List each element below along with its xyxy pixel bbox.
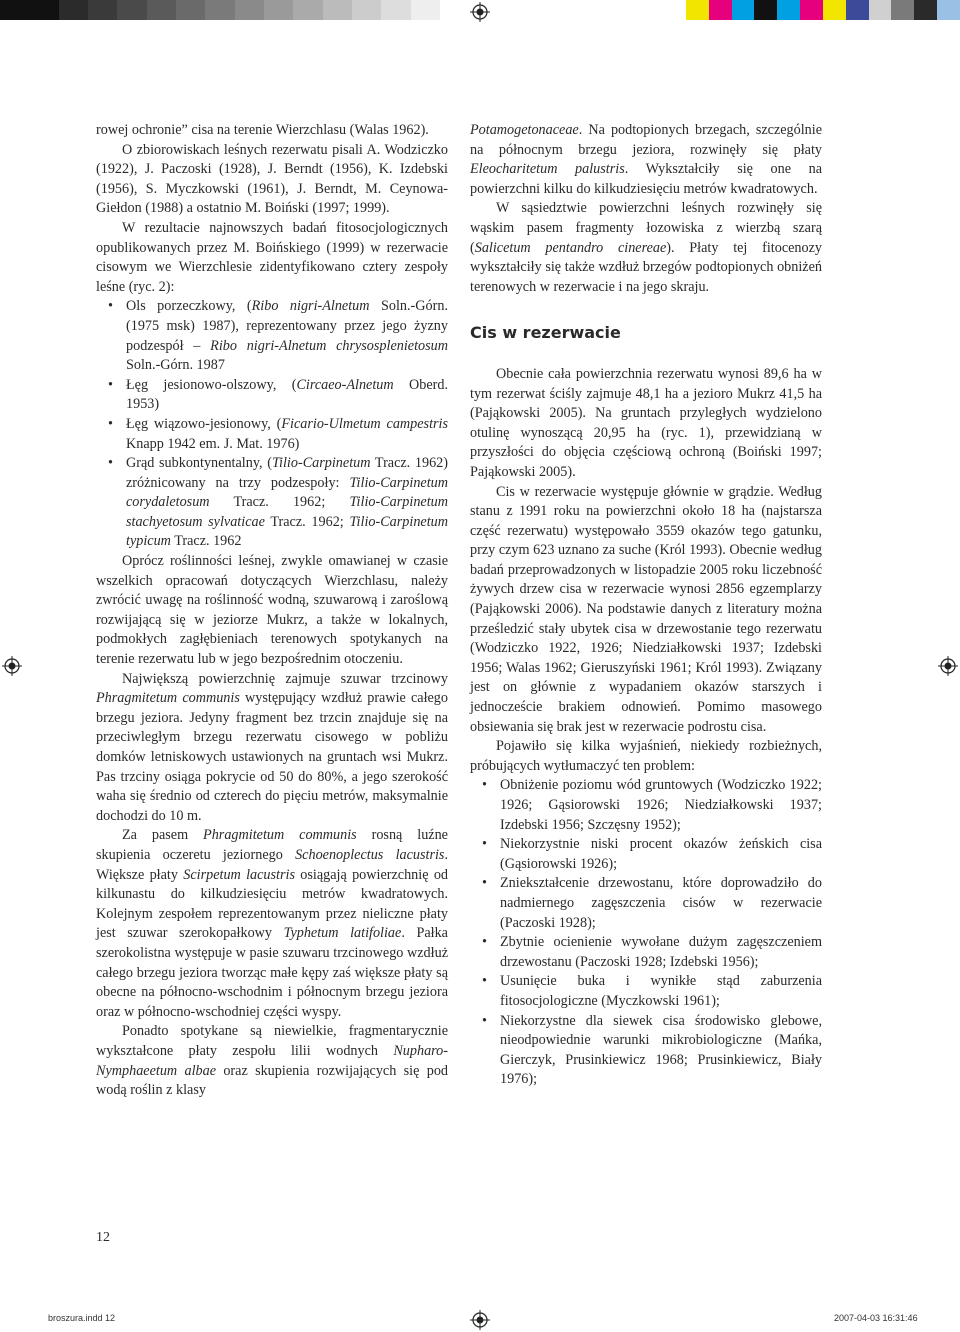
color-swatch	[846, 0, 869, 20]
paragraph: Potamogetonaceae. Na podtopionych brzegach, szczególnie na północnym brzegu jeziora, rozwinęły się płaty Eleocharitetum palustris. Wykształciły się one na powierzchni kilku do kilkudziesięciu metrów kwadratowych.	[470, 122, 822, 197]
paragraph: rowej ochronie” cisa na terenie Wierzchlasu (Walas 1962).	[96, 122, 429, 138]
paragraph: Obecnie cała powierzchnia rezerwatu wynosi 89,6 ha w tym rezerwat ściśly zajmuje 48,1 ha a jezioro Mukrz 41,5 ha (Pająkowski 2005). Na gruntach przyległych wydzielono otulinę wynoszącą 20,95 ha (ryc. 1), przewidzianą w przyszłości do objęcia częściową ochroną (Boiński 1997; Pająkowski 2005).	[470, 365, 822, 480]
color-swatch	[732, 0, 755, 20]
paragraph: Cis w rezerwacie występuje głównie w grądzie. Według stanu z 1991 roku na powierzchni około 18 ha (najstarsza część rezerwatu) występowało 3559 okazów tego gatunku, przy czym 623 uznano za suche (Król 1993). Obecnie według badań przeprowadzonych w listopadzie 2005 roku liczebność żywych drzew cisa w rezerwacie wynosi 2856 egzemplarzy (Pająkowski 2006). Na podstawie danych z literatury można prześledzić stały ubytek cisa w drzewostanie tego rezerwatu (Wodziczko 1922, 1926; Niedziałkowski 1937; Izdebski 1956; Walas 1962; Gieruszyński 1961; Król 1993). Związany jest on głównie z wypadaniem okazów starszych i jednoczeście brakiem odnowień. Pomimo masowego obsiewania się brak jest w rezerwacie podrostu cisa.	[470, 483, 822, 735]
color-swatch	[117, 0, 146, 20]
color-swatch	[891, 0, 914, 20]
list-item: • Usunięcie buka i wynikłe stąd zaburzenia fitosocjologiczne (Myczkowski 1961);	[470, 972, 822, 1011]
list-item: • Łęg jesionowo-olszowy, (Circaeo-Alnetum Oberd. 1953)	[96, 376, 448, 415]
color-swatch	[293, 0, 322, 20]
registration-mark-icon	[2, 656, 22, 676]
color-swatch	[754, 0, 777, 20]
list-item: • Zbytnie ocienienie wywołane dużym zagęszczeniem drzewostanu (Paczoski 1928; Izdebski 1956);	[470, 933, 822, 972]
paragraph: Ponadto spotykane są niewielkie, fragmentarycznie wykształcone płaty zespołu lilii wodnych Nupharo-Nymphaeetum albae oraz skupienia rozwijających się pod wodą roślin z klasy	[96, 1023, 449, 1099]
color-swatch	[0, 0, 29, 20]
list-item: • Zniekształcenie drzewostanu, które doprowadziło do nadmiernego zagęszczenia cisów w rezerwacie (Paczoski 1928);	[470, 874, 822, 933]
list-item: • Obniżenie poziomu wód gruntowych (Wodziczko 1922; 1926; Gąsiorowski 1926; Niedziałkowski 1937; Izdebski 1956; Szczęsny 1952);	[470, 776, 822, 835]
paragraph: Pojawiło się kilka wyjaśnień, niekiedy rozbieżnych, próbujących wytłumaczyć ten problem:	[470, 738, 822, 774]
color-swatch	[800, 0, 823, 20]
page-number: 12	[96, 1230, 110, 1245]
color-swatch	[323, 0, 352, 20]
registration-mark-icon	[938, 656, 958, 676]
paragraph: Za pasem Phragmitetum communis rosną luźne skupienia oczeretu jeziornego Schoenoplectus lacustris. Większe płaty Scirpetum lacustris osiągają powierzchnię od kilkunastu do kilkudziesięciu metrów kwadratowych. Kolejnym zespołem reprezentowanym przez nieliczne płaty jest szuwar szerokopałkowy Typhetum latifoliae. Pałka szerokolistna występuje w pasie szuwaru trzcinowego wzdłuż całego brzegu jeziora tworząc małe kępy zaś większe płaty są obecne na północno-wschodnim i północnym brzegu jeziora oraz w północno-wschodniej części wyspy.	[96, 827, 449, 1020]
footer-timestamp: 2007-04-03 16:31:46	[834, 1313, 918, 1323]
paragraph: W sąsiedztwie powierzchni leśnych rozwinęły się wąskim pasem fragmenty łozowiska z wierzbą szarą (Salicetum pentandro cinereae). Płaty tej fitocenozy wykształciły się także wzdłuż brzegów podtopionych obniżeń terenowych w rezerwacie i na jego skraju.	[470, 200, 822, 295]
footer-filename: broszura.indd 12	[48, 1313, 116, 1323]
section-heading: Cis w rezerwacie	[470, 323, 621, 343]
color-swatch	[235, 0, 264, 20]
left-column	[96, 121, 448, 1101]
paragraph: Największą powierzchnię zajmuje szuwar trzcinowy Phragmitetum communis występujący wzdłuż prawie całego brzegu jeziora. Jedyny fragment bez trzcin znajduje się na przeciwległym brzegu rezerwatu cisowego w pobliżu domków letniskowych ustawionych na gruntach wsi Mukrz. Pas trzciny osiąga pokrycie od 50 do 80%, a jego szerokość waha się średnio od czterech do pięciu metrów, maksymalnie dochodzi do 10 m.	[96, 670, 448, 824]
color-swatch	[411, 0, 440, 20]
list-item: • Niekorzystnie niski procent okazów żeńskich cisa (Gąsiorowski 1926);	[470, 835, 822, 874]
color-swatch	[264, 0, 293, 20]
color-swatch	[686, 0, 709, 20]
list-item: • Grąd subkontynentalny, (Tilio-Carpinetum Tracz. 1962) zróżnicowany na trzy podzespoły: Tilio-Carpinetum corydaletosum Tracz. 1962; Tilio-Carpinetum stachyetosum sylvaticae Tracz. 1962; Tilio-Carpinetum typicum Tracz. 1962	[96, 454, 448, 552]
color-swatch	[709, 0, 732, 20]
color-swatch	[176, 0, 205, 20]
color-swatch	[88, 0, 117, 20]
color-swatch	[381, 0, 410, 20]
color-swatch	[937, 0, 960, 20]
color-swatch	[869, 0, 892, 20]
list-item: • Łęg wiązowo-jesionowy, (Ficario-Ulmetum campestris Knapp 1942 em. J. Mat. 1976)	[96, 415, 448, 454]
registration-mark-icon	[470, 1310, 490, 1330]
color-swatch	[147, 0, 176, 20]
print-color-bar	[686, 0, 960, 20]
registration-mark-icon	[470, 2, 490, 22]
color-swatch	[205, 0, 234, 20]
right-column	[470, 121, 822, 1090]
color-swatch	[59, 0, 88, 20]
paragraph: W rezultacie najnowszych badań fitosocjologicznych opublikowanych przez M. Boińskiego (1999) w rezerwacie cisowym we Wierzchlesie zidentyfikowano cztery zespoły leśne (ryc. 2):	[96, 219, 448, 295]
paragraph: Oprócz roślinności leśnej, zwykle omawianej w czasie wszelkich opracowań dotyczących Wierzchlasu, należy zwrócić uwagę na roślinność wodną, szuwarową i zaroślową rozwijającą się w jeziorze Mukrz, a także w lokalnych, podmokłych zagłębieniach terenowych spotykanych na terenie rezerwatu lub w jego bezpośrednim otoczeniu.	[96, 553, 448, 668]
forest-associations-list	[96, 297, 448, 552]
color-swatch	[29, 0, 58, 20]
list-item: • Ols porzeczkowy, (Ribo nigri-Alnetum Soln.-Górn. (1975 msk) 1987), reprezentowany przez jego żyzny podzespół – Ribo nigri-Alnetum chrysosplenietosum Soln.-Górn. 1987	[96, 297, 448, 375]
color-swatch	[352, 0, 381, 20]
print-grayscale-bar	[0, 0, 440, 20]
color-swatch	[777, 0, 800, 20]
paragraph: O zbiorowiskach leśnych rezerwatu pisali A. Wodziczko (1922), J. Paczoski (1928), J. Berndt (1956), K. Izdebski (1956), S. Myczkowski (1961), J. Berndt, M. Ceynowa-Giełdon (1988) a ostatnio M. Boiński (1997; 1999).	[96, 141, 448, 217]
color-swatch	[914, 0, 937, 20]
explanations-list	[470, 776, 822, 1090]
list-item: • Niekorzystne dla siewek cisa środowisko glebowe, nieodpowiednie warunki mikrobiologiczne (Mańka, Gierczyk, Prusinkiewicz 1968; Prusinkiewicz, Biały 1976);	[470, 1012, 822, 1090]
color-swatch	[823, 0, 846, 20]
